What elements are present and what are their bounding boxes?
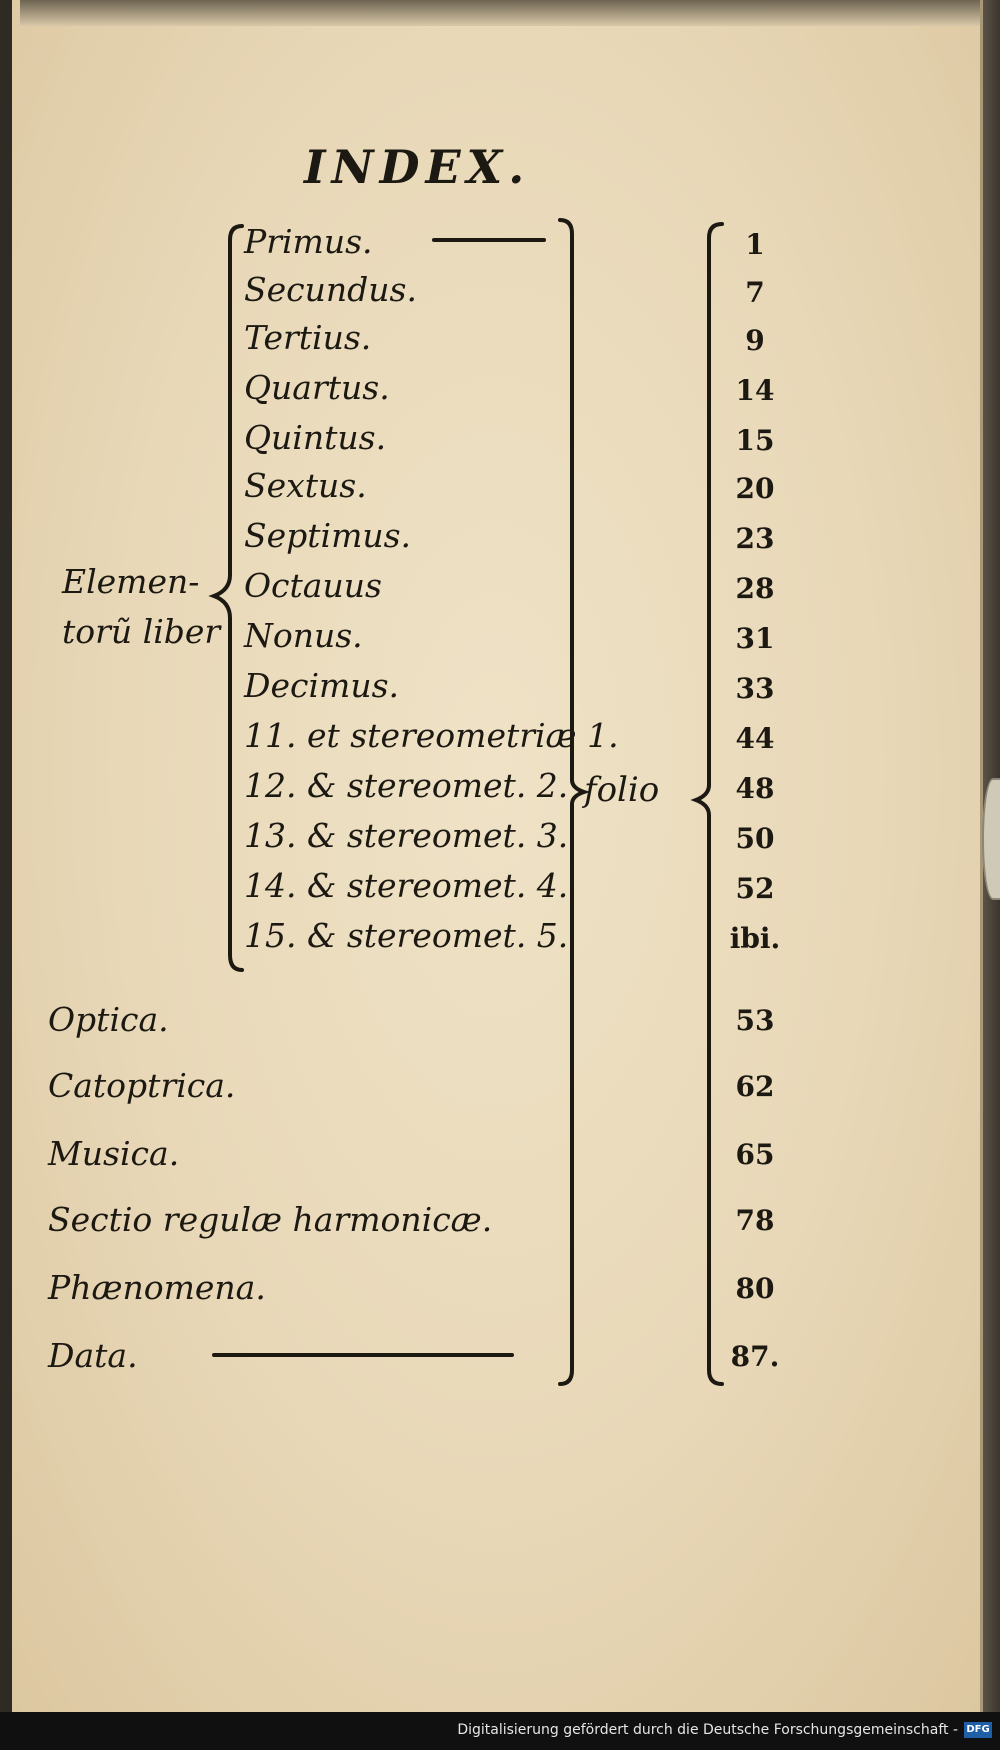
page-number: 50 bbox=[735, 822, 775, 855]
pages-bracket bbox=[696, 224, 722, 1384]
work-entry: Optica. bbox=[48, 1000, 169, 1039]
page-number: 9 bbox=[745, 324, 765, 357]
book-entry: 13. & stereomet. 3. bbox=[244, 816, 569, 855]
page-number: 7 bbox=[745, 276, 765, 309]
work-entry: Data. bbox=[48, 1336, 138, 1375]
brace-lines bbox=[12, 0, 980, 1712]
book-entry: 11. et stereometriæ 1. bbox=[244, 716, 619, 755]
footer-bar bbox=[0, 1712, 1000, 1750]
group-label-line2: torũ liber bbox=[62, 612, 221, 651]
page-number: 65 bbox=[735, 1138, 775, 1171]
page-number: 78 bbox=[735, 1204, 775, 1237]
page-number: ibi. bbox=[729, 922, 781, 955]
book-entry: 15. & stereomet. 5. bbox=[244, 916, 569, 955]
page-number: 53 bbox=[735, 1004, 775, 1037]
labels-bracket bbox=[560, 220, 584, 1384]
page-number: 28 bbox=[735, 572, 775, 605]
work-entry: Catoptrica. bbox=[48, 1066, 236, 1105]
page-number: 23 bbox=[735, 522, 775, 555]
page-number: 80 bbox=[735, 1272, 775, 1305]
book-page bbox=[12, 0, 983, 1712]
page-number: 20 bbox=[735, 472, 775, 505]
book-entry: Octauus bbox=[244, 566, 382, 605]
page-number: 14 bbox=[735, 374, 775, 407]
page-number: 48 bbox=[735, 772, 775, 805]
page-top-edge bbox=[20, 0, 980, 26]
work-entry: Phænomena. bbox=[48, 1268, 266, 1307]
folio-label: folio bbox=[584, 770, 660, 810]
work-entry: Musica. bbox=[48, 1134, 180, 1173]
page-title: INDEX. bbox=[304, 140, 531, 194]
book-entry: Quintus. bbox=[244, 418, 387, 457]
dfg-logo: DFG bbox=[964, 1722, 992, 1738]
book-entry: Primus. bbox=[244, 222, 373, 261]
page-number: 33 bbox=[735, 672, 775, 705]
group-label-line1: Elemen- bbox=[62, 562, 200, 601]
page-number: 1 bbox=[745, 228, 765, 261]
page-number: 87. bbox=[730, 1340, 780, 1373]
book-entry: Tertius. bbox=[244, 318, 372, 357]
book-entry: Nonus. bbox=[244, 616, 363, 655]
page-number: 52 bbox=[735, 872, 775, 905]
footer-credit: Digitalisierung gefördert durch die Deutsche Forschungsgemeinschaft - bbox=[457, 1722, 958, 1738]
books-brace bbox=[214, 226, 242, 970]
book-entry: 12. & stereomet. 2. bbox=[244, 766, 569, 805]
page-number: 62 bbox=[735, 1070, 775, 1103]
page-number: 15 bbox=[735, 424, 775, 457]
book-entry: Secundus. bbox=[244, 270, 417, 309]
book-entry: Sextus. bbox=[244, 466, 367, 505]
work-entry: Sectio regulæ harmonicæ. bbox=[48, 1200, 493, 1239]
book-entry: Decimus. bbox=[244, 666, 399, 705]
book-entry: Quartus. bbox=[244, 368, 390, 407]
page-number: 31 bbox=[735, 622, 775, 655]
book-clasp bbox=[982, 778, 1000, 900]
book-entry: Septimus. bbox=[244, 516, 412, 555]
page-number: 44 bbox=[735, 722, 775, 755]
book-entry: 14. & stereomet. 4. bbox=[244, 866, 569, 905]
